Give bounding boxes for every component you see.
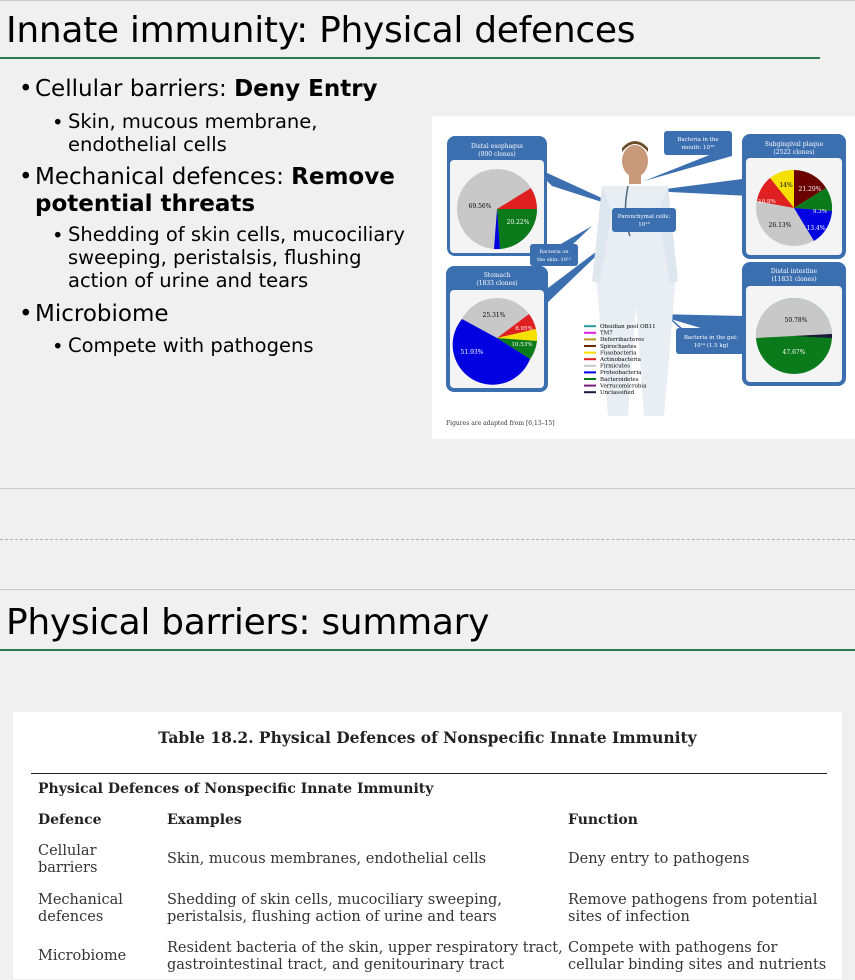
callout-plaque-count: (2522 clones)	[773, 149, 815, 156]
bullet-mechanical-defences: Mechanical defences: Remove potential threats	[35, 164, 395, 217]
callout-stomach-title: Stomach	[483, 272, 511, 279]
pie-label: 20.22%	[506, 219, 530, 226]
sub-bullet-dot: •	[52, 111, 64, 134]
title-underline	[0, 57, 820, 59]
callout-stomach-count: (1833 clones)	[476, 280, 518, 287]
callout-skin	[530, 244, 578, 266]
table-supheader: Physical Defences of Nonspecific Innate Immunity	[38, 781, 434, 797]
table-cell-function: Compete with pathogens for cellular binding sites and nutrients	[568, 940, 827, 973]
callout-intestine-count: (11831 clones)	[771, 276, 817, 283]
slide-innate-immunity	[0, 0, 855, 489]
callout-skin-line2: the skin: 10¹²	[537, 257, 571, 263]
callout-mouth-line2: mouth: 10¹⁰	[681, 145, 715, 151]
legend-label: Actinobacteria	[600, 357, 641, 363]
figure-caption: Figures are adapted from [6,13–15]	[446, 420, 555, 427]
callout-mouth-line1: Bacteria in the	[677, 137, 719, 143]
microbiome-figure	[432, 116, 855, 439]
bullet-dot: •	[19, 76, 33, 102]
callout-esophagus-count: (900 clones)	[478, 151, 516, 158]
slide-separator	[0, 488, 855, 489]
pie-label: 69.56%	[468, 203, 492, 210]
callout-parenchymal-line2: 10¹³	[638, 222, 650, 228]
legend-label: Proteobacteria	[600, 370, 642, 377]
header-defence: Defence	[38, 812, 102, 828]
pie-label: 47.67%	[782, 349, 806, 356]
slide-title: Innate immunity: Physical defences	[6, 10, 636, 51]
table-caption: Table 18.2. Physical Defences of Nonspecific Innate Immunity	[158, 728, 697, 747]
table-cell-defence: Mechanical defences	[38, 892, 123, 925]
legend-label: Deferribacteres	[600, 337, 645, 344]
table-cell-examples: Shedding of skin cells, mucociliary sweeping, peristalsis, flushing action of urine and tears	[167, 892, 502, 925]
pie-label: 50.78%	[784, 317, 808, 324]
legend-label: Obsidian pool OB11	[600, 324, 656, 330]
bullet-microbiome: Microbiome	[35, 301, 169, 327]
callout-parenchymal-line1: Parenchymal cells:	[617, 214, 671, 220]
slide-title: Physical barriers: summary	[6, 602, 490, 643]
sub-bullet-compete: Compete with pathogens	[68, 334, 314, 357]
pie-label: 26.13%	[768, 222, 792, 229]
table-rule	[31, 773, 827, 774]
sub-bullet-dot: •	[52, 335, 64, 358]
legend-label: Firmicutes	[600, 363, 631, 370]
bullet-dot: •	[19, 164, 33, 190]
pie-label: 9.3%	[813, 209, 827, 215]
table-cell-defence: Cellular barriers	[38, 843, 98, 876]
callout-skin-line1: Bacteria on	[539, 249, 569, 255]
legend-label: Bacteroidetes	[600, 376, 639, 383]
callout-intestine-title: Distal intestine	[770, 268, 818, 275]
sub-bullet-shedding: Shedding of skin cells, mucociliary sweeping, peristalsis, flushing action of urine and tears	[68, 223, 405, 292]
microbiome-illustration	[432, 116, 855, 439]
pie-label: 25.31%	[482, 312, 506, 319]
legend-label: Fusobacteria	[600, 350, 637, 357]
table-cell-function: Deny entry to pathogens	[568, 851, 750, 867]
callout-gut-line2: 10¹⁴ (1.5 kg)	[693, 343, 729, 349]
sub-bullet-dot: •	[52, 224, 64, 247]
bullet-cellular-barriers: Cellular barriers: Deny Entry	[35, 76, 378, 102]
callout-gut-line1: Bacteria in the gut:	[683, 335, 739, 341]
callout-gut	[676, 328, 746, 354]
pie-label: 14%	[779, 182, 793, 189]
defences-table	[13, 712, 842, 979]
bullet-dot: •	[19, 301, 33, 327]
slide-separator-dashed	[0, 539, 855, 540]
table-cell-examples: Skin, mucous membranes, endothelial cells	[167, 851, 487, 867]
callout-intestine	[742, 262, 846, 386]
pie-label: 10.9%	[758, 199, 776, 205]
pie-label: 13.4%	[806, 225, 826, 232]
pie-label: 10.53%	[511, 342, 533, 348]
sub-bullet-skin: Skin, mucous membrane, endothelial cells	[68, 110, 318, 156]
callout-plaque	[742, 134, 846, 259]
pie-label: 21.29%	[798, 186, 822, 193]
table-cell-defence: Microbiome	[38, 948, 127, 964]
header-function: Function	[568, 812, 638, 828]
callout-stomach	[446, 266, 548, 392]
header-examples: Examples	[167, 812, 242, 828]
pie-label: 8.95%	[515, 326, 533, 332]
callout-esophagus	[447, 136, 547, 256]
pie-label: 51.93%	[460, 349, 484, 356]
callout-parenchymal	[612, 208, 676, 232]
table-cell-function: Remove pathogens from potential sites of infection	[568, 892, 818, 925]
callout-plaque-title: Subgingival plaque	[764, 141, 824, 148]
legend-label: Verrucomicrobia	[600, 383, 647, 390]
table-cell-examples: Resident bacteria of the skin, upper respiratory tract, gastrointestinal tract, and genitourinary tract	[167, 940, 563, 973]
title-underline	[0, 649, 855, 651]
legend-label: TM7	[600, 330, 613, 337]
legend-label: Spirochaetes	[600, 343, 637, 350]
legend-label: Unclassified	[600, 390, 635, 396]
callout-mouth	[664, 131, 732, 155]
callout-esophagus-title: Distal esophagus	[471, 143, 523, 150]
